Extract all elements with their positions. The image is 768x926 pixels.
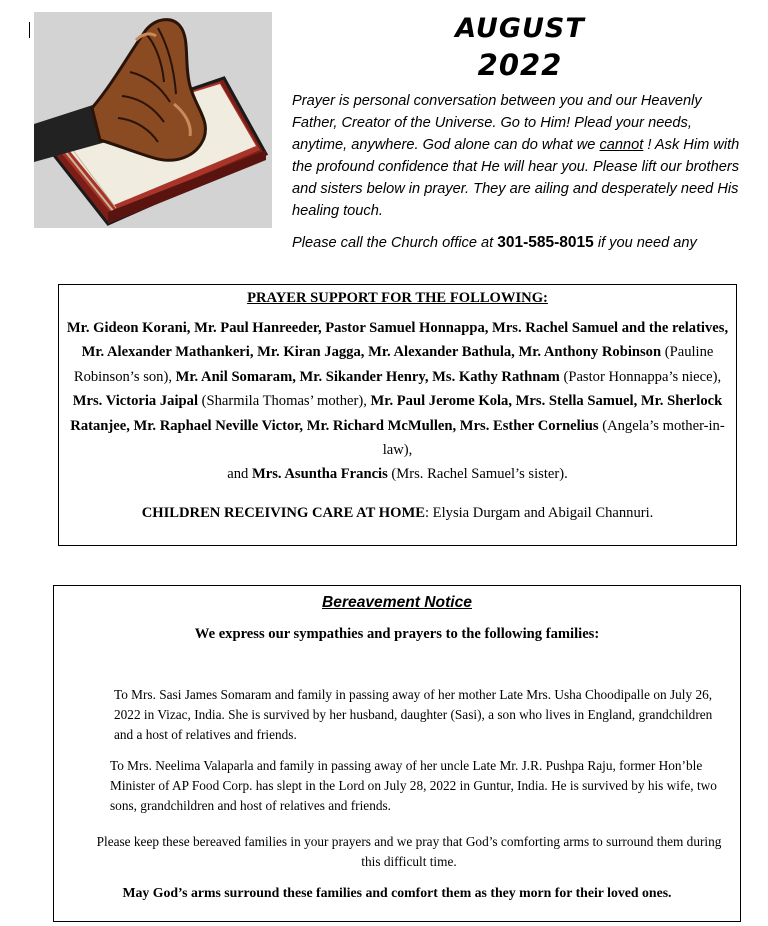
prayer-support-heading: PRAYER SUPPORT FOR THE FOLLOWING: <box>247 290 548 306</box>
children-names: : Elysia Durgam and Abigail Channuri. <box>424 504 654 521</box>
prayer-name-bold: Mrs. Asuntha Francis <box>251 466 388 483</box>
prayer-name-note: (Sharmila Thomas’ mother), <box>198 393 371 410</box>
church-phone: 301-585-8015 <box>497 234 594 251</box>
prayer-support-box <box>58 284 737 546</box>
prayer-name-bold: Mrs. Victoria Jaipal <box>72 393 198 410</box>
bereavement-closing: May God’s arms surround these families and comfort them as they morn for their loved ones. <box>122 885 672 900</box>
bereavement-notice-2: To Mrs. Neelima Valaparla and family in passing away of her uncle Late Mr. J.R. Pushpa Raju, former Hon’ble Minister of AP Food Corp. has slept in the Lord on July 28, 2022 in Guntur, India. He is survived by his wife, two sons, grandchildren and host of relatives and friends. <box>110 758 717 813</box>
church-call-line <box>292 232 752 258</box>
prayer-name-note: (Pastor Honnappa’s niece), <box>559 368 722 385</box>
call-after: if you need any <box>593 235 697 251</box>
intro-cannot: cannot <box>599 137 644 153</box>
bereavement-subheading: We express our sympathies and prayers to the following families: <box>194 626 600 642</box>
prayer-name-note: (Angela’s mother-in-law), <box>382 417 725 459</box>
intro-paragraph <box>292 90 742 222</box>
year-title: 2022 <box>477 48 563 82</box>
praying-hands-on-bible-icon <box>34 12 272 228</box>
prayer-name-note: (Mrs. Rachel Samuel’s sister). <box>387 466 568 483</box>
call-before: Please call the Church office at <box>292 235 498 251</box>
intro-text-2: ! Ask Him with the profound confidence that He will hear you. Please lift our brothers and sisters below in prayer. They are ailing and desperately need His healing touch. <box>292 137 740 219</box>
bereavement-notice-1: To Mrs. Sasi James Somaram and family in passing away of her mother Late Mrs. Usha Choodipalle on July 26, 2022 in Vizac, India. She is survived by her husband, daughter (Sasi), a son who lives in England, grandchildren and a host of relatives and friends. <box>114 687 713 742</box>
month-title: AUGUST <box>455 13 585 44</box>
prayer-name-bold: Mr. Anil Somaram, Mr. Sikander Henry, Ms. Kathy Rathnam <box>175 368 560 385</box>
margin-mark <box>29 22 30 38</box>
masthead <box>410 14 630 86</box>
bereavement-box <box>53 585 741 922</box>
prayer-name-bold: Mr. Gideon Korani, Mr. Paul Hanreeder, Pastor Samuel Honnappa, Mrs. Rachel Samuel and the relatives, Mr. Alexander Mathankeri, Mr. Kiran Jagga, Mr. Alexander Bathula, Mr. Anthony Robinson <box>66 320 729 361</box>
bereavement-prayer-request: Please keep these bereaved families in your prayers and we pray that God’s comforting arms to surround them during this difficult time. <box>96 834 722 869</box>
bereavement-heading: Bereavement Notice <box>322 594 472 611</box>
children-care-line <box>59 505 736 522</box>
prayer-name-note: (Pauline Robinson’s son), <box>73 344 714 385</box>
children-label: CHILDREN RECEIVING CARE AT HOME <box>141 504 425 521</box>
prayer-name-note: and <box>227 466 252 483</box>
prayer-names <box>65 316 730 487</box>
prayer-name-bold: Mr. Paul Jerome Kola, Mrs. Stella Samuel, Mr. Sherlock Ratanjee, Mr. Raphael Neville Victor, Mr. Richard McMullen, Mrs. Esther Cornelius <box>70 393 723 434</box>
intro-text-1: Prayer is personal conversation between you and our Heavenly Father, Creator of the Universe. Go to Him! Plead your needs, anytime, anywhere. God alone can do what we <box>292 93 702 153</box>
